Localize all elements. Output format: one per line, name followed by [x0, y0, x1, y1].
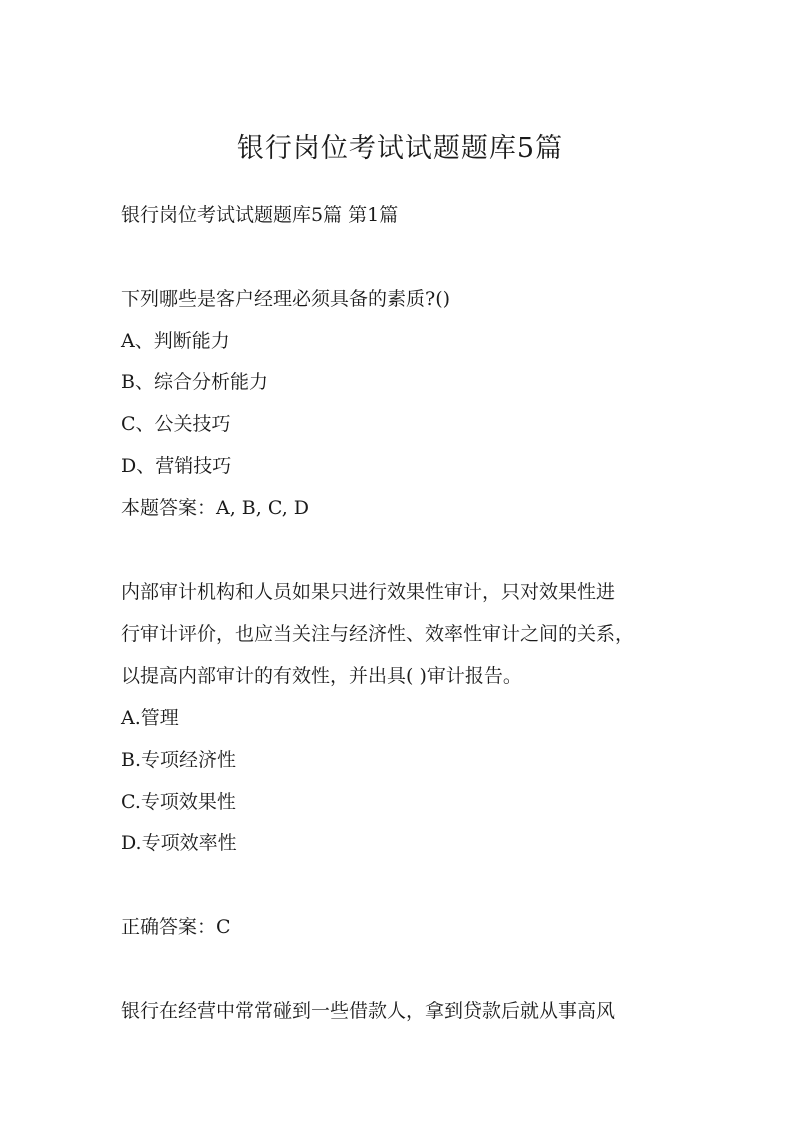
question-1-option-c: C、公关技巧 [121, 413, 231, 435]
question-1-option-b: B、综合分析能力 [121, 371, 268, 393]
question-2-option-b: B.专项经济性 [121, 749, 237, 771]
question-3-stem-line-1: 银行在经营中常常碰到一些借款人，拿到贷款后就从事高风 [121, 1000, 616, 1022]
question-1-stem: 下列哪些是客户经理必须具备的素质?() [121, 288, 451, 310]
question-2-option-d: D.专项效率性 [121, 832, 237, 854]
question-2-option-a: A.管理 [121, 707, 179, 729]
document-title: 银行岗位考试试题题库5篇 [236, 133, 564, 164]
question-2-stem-line-1: 内部审计机构和人员如果只进行效果性审计，只对效果性进 [121, 581, 616, 603]
question-1-option-a: A、判断能力 [121, 330, 230, 352]
question-2-option-c: C.专项效果性 [121, 791, 236, 813]
question-2-stem-line-3: 以提高内部审计的有效性，并出具( )审计报告。 [121, 665, 522, 687]
document-subtitle: 银行岗位考试试题题库5篇 第1篇 [121, 204, 399, 226]
question-1-answer: 本题答案：A, B, C, D [121, 497, 310, 519]
question-2-stem-line-2: 行审计评价，也应当关注与经济性、效率性审计之间的关系， [121, 623, 635, 645]
question-1-option-d: D、营销技巧 [121, 455, 232, 477]
question-2-answer: 正确答案：C [121, 916, 231, 938]
